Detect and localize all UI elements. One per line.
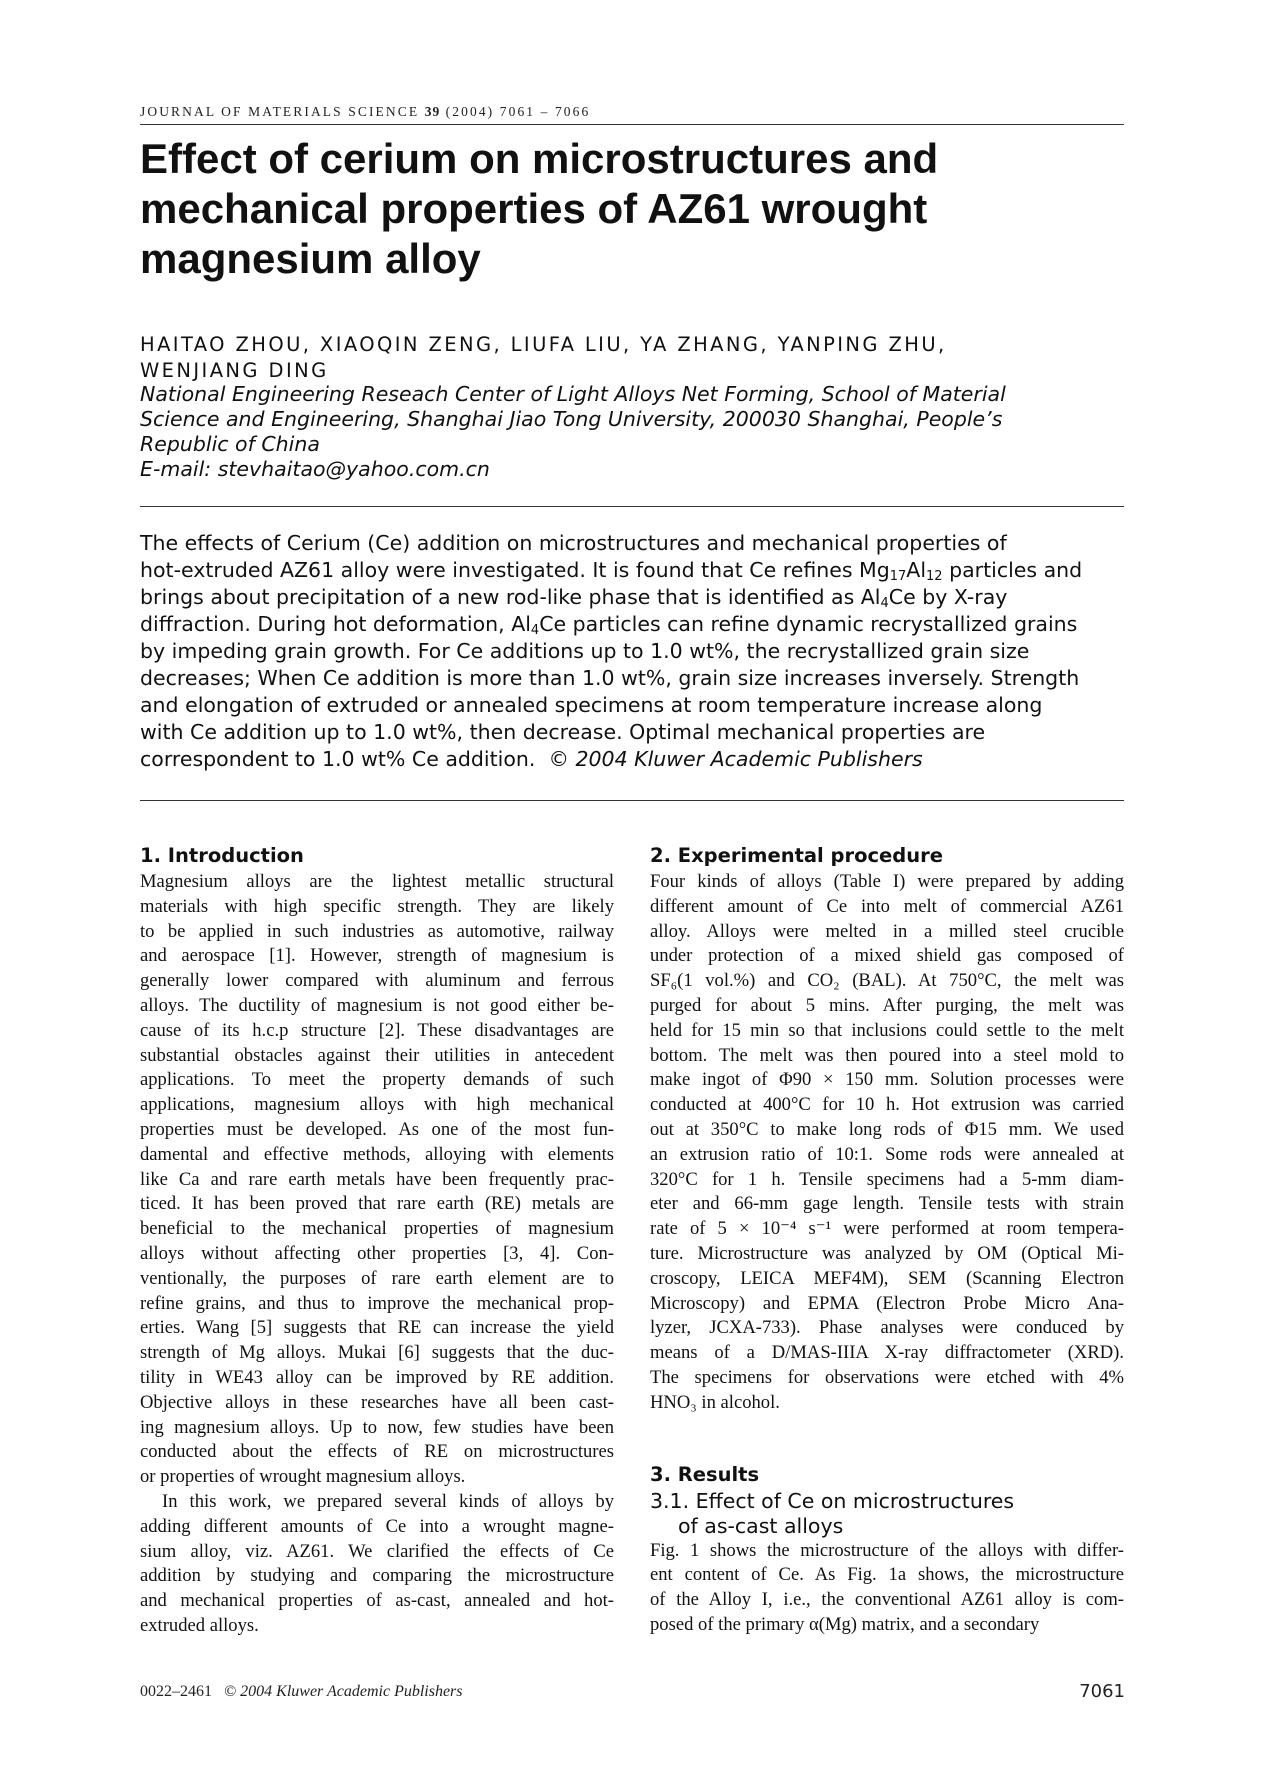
- abstract-line: by impeding grain growth. For Ce additions up to 1.0 wt%, the recrystallized grain size: [140, 639, 1030, 663]
- text-line: under protection of a mixed shield gas composed of: [650, 945, 1124, 967]
- right-column: [650, 843, 1124, 1638]
- text-line: Microscopy) and EPMA (Electron Probe Micro Ana-: [650, 1292, 1124, 1314]
- text-line: tility in WE43 alloy can be improved by RE addition.: [140, 1366, 614, 1388]
- abstract-line: decreases; When Ce addition is more than 1.0 wt%, grain size increases inversely. Strength: [140, 666, 1080, 690]
- title-line: Effect of cerium on microstructures and: [140, 135, 939, 182]
- text-line: 320°C for 1 h. Tensile specimens had a 5-mm diam-: [650, 1168, 1124, 1190]
- text-line: croscopy, LEICA MEF4M), SEM (Scanning Electron: [650, 1267, 1124, 1289]
- abstract-line: brings about precipitation of a new rod-like phase that is identified as $Al_4Ce$ by X-ray: [140, 585, 1008, 611]
- text-line: or properties of wrought magnesium alloys.: [140, 1466, 466, 1488]
- journal-name: JOURNAL OF MATERIALS SCIENCE: [140, 104, 420, 119]
- text-line: to be applied in such industries as automotive, railway: [140, 920, 614, 942]
- text-line: alloys without affecting other properties [3, 4]. Con-: [140, 1242, 614, 1264]
- text-line: applications. To meet the property demands of such: [140, 1069, 614, 1091]
- results-paragraph: [650, 1539, 1124, 1638]
- title-line: magnesium alloy: [140, 235, 481, 282]
- section-heading-experimental: 2. Experimental procedure: [650, 844, 943, 867]
- text-line: applications, magnesium alloys with high mechanical: [140, 1094, 614, 1116]
- page-number: 7061: [1079, 1681, 1125, 1702]
- text-line: and aerospace [1]. However, strength of magnesium is: [140, 945, 614, 967]
- authors-line: HAITAO ZHOU, XIAOQIN ZENG, LIUFA LIU, YA ZHANG, YANPING ZHU,: [140, 333, 947, 356]
- text-line: ture. Microstructure was analyzed by OM (Optical Mi-: [650, 1242, 1124, 1264]
- authors-line: WENJIANG DING: [140, 359, 329, 382]
- text-line: make ingot of Φ90 × 150 mm. Solution processes were: [650, 1069, 1124, 1091]
- text-line: ent content of Ce. As Fig. 1a shows, the microstructure: [650, 1564, 1124, 1586]
- abstract-line: diffraction. During hot deformation, $Al_4Ce$ particles can refine dynamic recrystallized grains: [140, 612, 1078, 638]
- text-line: erties. Wang [5] suggests that RE can increase the yield: [140, 1317, 614, 1339]
- text-line: In this work, we prepared several kinds of alloys by: [162, 1490, 614, 1512]
- section-spacer: [650, 1416, 1124, 1462]
- text-line: Fig. 1 shows the microstructure of the alloys with differ-: [650, 1539, 1124, 1561]
- text-line: rate of 5 × 10⁻⁴ s⁻¹ were performed at room tempera-: [650, 1218, 1124, 1240]
- abstract-line: correspondent to 1.0 wt% Ce addition. © 2004 Kluwer Academic Publishers: [140, 747, 923, 771]
- text-line: alloys. The ductility of magnesium is not good either be-: [140, 994, 614, 1016]
- issn: 0022–2461: [140, 1683, 212, 1700]
- left-column: [140, 843, 614, 1639]
- section-heading-results: 3. Results: [650, 1462, 760, 1486]
- abstract-line: The effects of Cerium (Ce) addition on microstructures and mechanical properties of: [140, 531, 1007, 555]
- text-line: addition by studying and comparing the microstructure: [140, 1565, 614, 1587]
- text-line: generally lower compared with aluminum and ferrous: [140, 970, 614, 992]
- text-line: bottom. The melt was then poured into a steel mold to: [650, 1044, 1124, 1066]
- text-line: posed of the primary α(Mg) matrix, and a secondary: [650, 1613, 1040, 1635]
- text-line: means of a D/MAS-IIIA X-ray diffractometer (XRD).: [650, 1342, 1124, 1364]
- text-line: The specimens for observations were etched with 4%: [650, 1366, 1124, 1388]
- text-line: ing magnesium alloys. Up to now, few studies have been: [140, 1416, 614, 1438]
- abstract-top-rule: [140, 506, 1124, 507]
- text-line: held for 15 min so that inclusions could settle to the melt: [650, 1019, 1124, 1041]
- abstract-line: hot-extruded AZ61 alloy were investigated. It is found that Ce refines $Mg_{17}Al_{12}$ particles and: [140, 558, 1083, 584]
- text-line: SF₆(1 vol.%) and CO₂ (BAL). At 750°C, the melt was: [650, 970, 1124, 992]
- text-line: different amount of Ce into melt of commercial AZ61: [650, 895, 1124, 917]
- subsection-heading-cont: of as-cast alloys: [678, 1513, 844, 1538]
- abstract-bottom-rule: [140, 800, 1124, 801]
- journal-year-pages: (2004) 7061 – 7066: [445, 104, 591, 119]
- intro-paragraph-1: [140, 870, 614, 1490]
- running-header: [140, 104, 1120, 120]
- text-line: out at 350°C to make long rods of Φ15 mm. We used: [650, 1118, 1124, 1140]
- abstract: [140, 530, 1124, 773]
- text-line: ticed. It has been proved that rare earth (RE) metals are: [140, 1193, 614, 1215]
- text-line: substantial obstacles against their utilities in antecedent: [140, 1044, 614, 1066]
- abstract-line: and elongation of extruded or annealed specimens at room temperature increase along: [140, 693, 1043, 717]
- title-line: mechanical properties of AZ61 wrought: [140, 185, 928, 232]
- text-line: of the Alloy I, i.e., the conventional AZ61 alloy is com-: [650, 1589, 1124, 1611]
- text-line: ventionally, the purposes of rare earth element are to: [140, 1267, 614, 1289]
- affiliation: [140, 382, 1120, 482]
- text-line: HNO₃ in alcohol.: [650, 1391, 780, 1413]
- page-footer: [140, 1683, 463, 1701]
- text-line: eter and 66-mm gage length. Tensile tests with strain: [650, 1193, 1124, 1215]
- text-line: adding different amounts of Ce into a wrought magne-: [140, 1515, 614, 1537]
- abstract-line: with Ce addition up to 1.0 wt%, then decrease. Optimal mechanical properties are: [140, 720, 986, 744]
- text-line: Four kinds of alloys (Table I) were prepared by adding: [650, 871, 1124, 892]
- affiliation-line: Science and Engineering, Shanghai Jiao Tong University, 200030 Shanghai, People’s: [140, 407, 1003, 431]
- text-line: properties must be developed. As one of the most fun-: [140, 1118, 614, 1140]
- footer-copyright: © 2004 Kluwer Academic Publishers: [224, 1683, 463, 1700]
- intro-paragraph-2: [140, 1490, 614, 1639]
- subsection-heading: 3.1. Effect of Ce on microstructures: [650, 1488, 1015, 1513]
- header-rule: [140, 124, 1124, 125]
- experimental-paragraph: [650, 870, 1124, 1416]
- section-heading-introduction: 1. Introduction: [140, 844, 304, 867]
- contact-email[interactable]: E-mail: stevhaitao@yahoo.com.cn: [140, 457, 490, 481]
- text-line: sium alloy, viz. AZ61. We clarified the effects of Ce: [140, 1540, 614, 1562]
- text-line: damental and effective methods, alloying with elements: [140, 1143, 614, 1165]
- text-line: purged for about 5 mins. After purging, the melt was: [650, 994, 1124, 1016]
- author-list: [140, 332, 1120, 384]
- text-line: lyzer, JCXA-733). Phase analyses were conduced by: [650, 1317, 1124, 1339]
- affiliation-line: National Engineering Reseach Center of Light Alloys Net Forming, School of Material: [140, 382, 1006, 406]
- affiliation-line: Republic of China: [140, 432, 320, 456]
- text-line: like Ca and rare earth metals have been frequently prac-: [140, 1168, 614, 1190]
- text-line: materials with high specific strength. They are likely: [140, 895, 614, 917]
- text-line: extruded alloys.: [140, 1614, 259, 1636]
- paper-title: [140, 134, 960, 284]
- text-line: and mechanical properties of as-cast, annealed and hot-: [140, 1590, 614, 1612]
- abstract-copyright: © 2004 Kluwer Academic Publishers: [548, 747, 923, 771]
- text-line: strength of Mg alloys. Mukai [6] suggests that the duc-: [140, 1342, 614, 1364]
- text-line: refine grains, and thus to improve the mechanical prop-: [140, 1292, 614, 1314]
- text-line: alloy. Alloys were melted in a milled steel crucible: [650, 920, 1124, 942]
- text-line: an extrusion ratio of 10:1. Some rods were annealed at: [650, 1143, 1124, 1165]
- text-line: Magnesium alloys are the lightest metallic structural: [140, 871, 614, 892]
- text-line: Objective alloys in these researches have all been cast-: [140, 1391, 614, 1413]
- journal-volume: 39: [424, 104, 441, 119]
- text-line: beneficial to the mechanical properties of magnesium: [140, 1218, 614, 1240]
- text-line: cause of its h.c.p structure [2]. These disadvantages are: [140, 1019, 614, 1041]
- text-line: conducted about the effects of RE on microstructures: [140, 1441, 614, 1463]
- text-line: conducted at 400°C for 10 h. Hot extrusion was carried: [650, 1094, 1124, 1116]
